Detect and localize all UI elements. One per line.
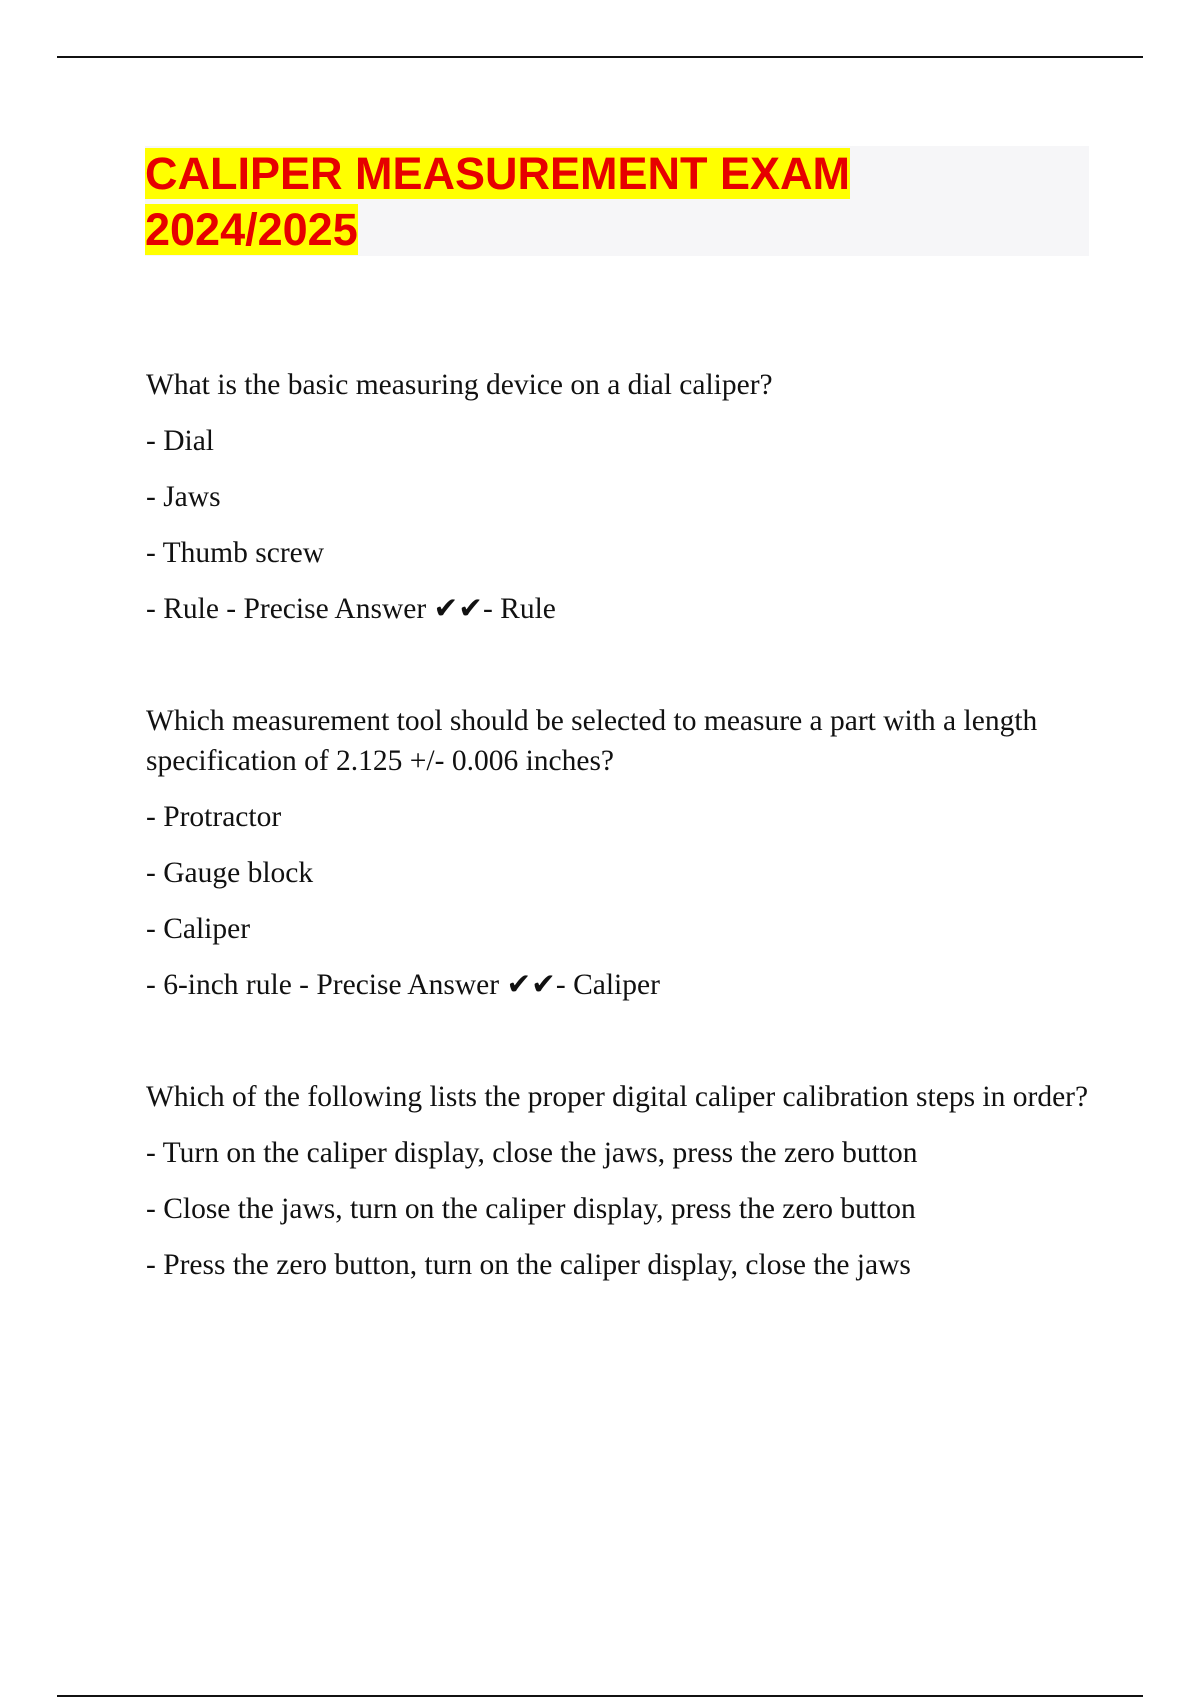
answer-option: - Caliper — [146, 913, 251, 945]
answer-option-with-key: - 6-inch rule - Precise Answer ✔✔- Caliper — [146, 969, 660, 1001]
question-block-1 — [146, 365, 1096, 629]
question-text: What is the basic measuring device on a dial caliper? — [146, 369, 773, 401]
question-text: Which of the following lists the proper digital caliper calibration steps in order? — [146, 1081, 1089, 1113]
exam-content — [146, 365, 1096, 1301]
answer-option: - Press the zero button, turn on the caliper display, close the jaws — [146, 1249, 911, 1281]
question-text: Which measurement tool should be selected to measure a part with a length specification of 2.125 +/- 0.006 inches? — [146, 705, 1038, 777]
answer-option: - Thumb screw — [146, 537, 325, 569]
answer-option: - Close the jaws, turn on the caliper display, press the zero button — [146, 1193, 916, 1225]
answer-option: - Jaws — [146, 481, 221, 513]
question-block-2 — [146, 701, 1096, 1005]
answer-option: - Turn on the caliper display, close the jaws, press the zero button — [146, 1137, 918, 1169]
document-title — [145, 146, 1089, 258]
top-divider — [57, 56, 1143, 58]
document-title-line-1: CALIPER MEASUREMENT EXAM — [145, 148, 851, 199]
bottom-divider — [57, 1695, 1143, 1697]
title-box — [145, 146, 1089, 256]
question-block-3 — [146, 1077, 1096, 1285]
answer-option: - Dial — [146, 425, 214, 457]
answer-option: - Gauge block — [146, 857, 314, 889]
answer-option-with-key: - Rule - Precise Answer ✔✔- Rule — [146, 593, 556, 625]
answer-option: - Protractor — [146, 801, 282, 833]
document-title-line-2: 2024/2025 — [145, 204, 358, 255]
